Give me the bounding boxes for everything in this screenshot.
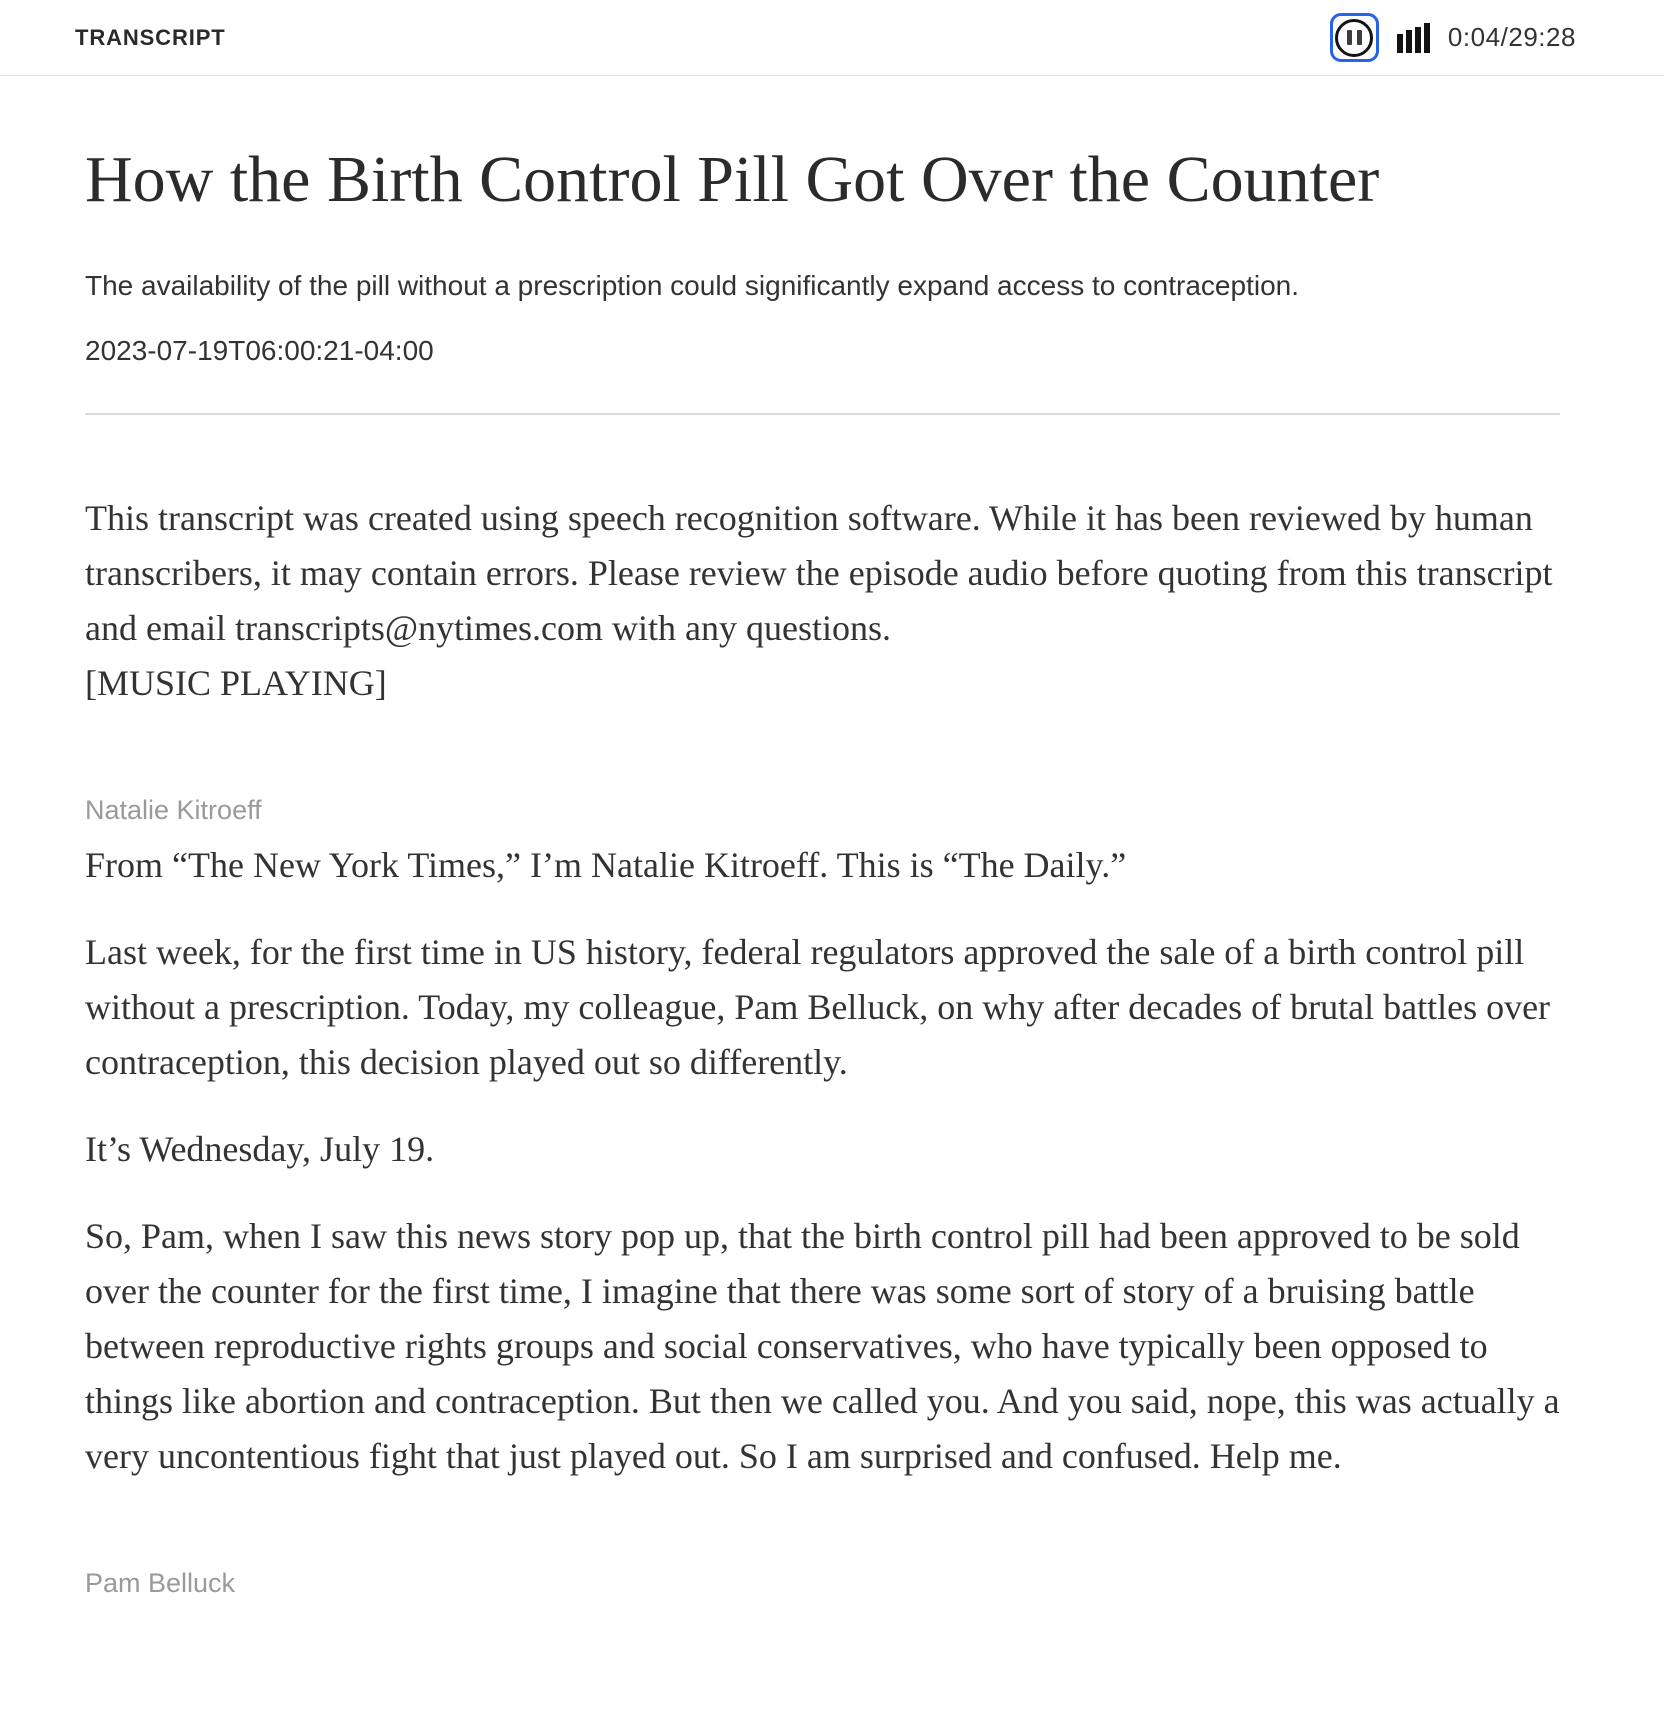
pause-button[interactable] (1330, 13, 1379, 62)
speaker-name: Natalie Kitroeff (85, 794, 262, 825)
header-bar (0, 0, 1664, 76)
playback-time: 0:04/29:28 (1447, 22, 1576, 52)
audio-bars-icon (1397, 23, 1430, 53)
page-title: How the Birth Control Pill Got Over the Counter (85, 143, 1380, 216)
music-cue: [MUSIC PLAYING] (85, 662, 387, 703)
disclaimer-text: This transcript was created using speech recognition software. While it has been reviewed by human transcribers, it may contain errors. Please review the episode audio before quoting from this transcript and email transcripts@nytimes.com with any questions. (85, 497, 1553, 648)
disclaimer-paragraph (85, 491, 1567, 711)
audio-player (1330, 13, 1576, 62)
pause-icon (1335, 19, 1373, 57)
article-timestamp: 2023-07-19T06:00:21-04:00 (85, 334, 434, 366)
transcript-segment (85, 795, 1567, 1484)
article-content (85, 132, 1567, 1599)
article-subtitle: The availability of the pill without a prescription could significantly expand access to contraception. (85, 269, 1299, 301)
transcript-paragraph: Last week, for the first time in US history, federal regulators approved the sale of a birth control pill without a prescription. Today, my colleague, Pam Belluck, on why after decades of brutal battles over contraception, this decision played out so differently. (85, 931, 1551, 1082)
speaker-name: Pam Belluck (85, 1567, 236, 1598)
transcript-segment (85, 1568, 1567, 1599)
audio-levels-button[interactable] (1397, 23, 1430, 53)
transcript-label: TRANSCRIPT (75, 24, 226, 50)
article-main (0, 132, 1664, 1599)
transcript-paragraph: So, Pam, when I saw this news story pop up, that the birth control pill had been approved to be sold over the counter for the first time, I imagine that there was some sort of story of a bruising battle between reproductive rights groups and social conservatives, who have typically been opposed to things like abortion and contraception. But then we called you. And you said, nope, this was actually a very uncontentious fight that just played out. So I am surprised and confused. Help me. (85, 1215, 1560, 1476)
transcript-paragraph: From “The New York Times,” I’m Natalie Kitroeff. This is “The Daily.” (85, 844, 1127, 885)
transcript-paragraph: It’s Wednesday, July 19. (85, 1128, 435, 1169)
section-divider (85, 413, 1560, 415)
